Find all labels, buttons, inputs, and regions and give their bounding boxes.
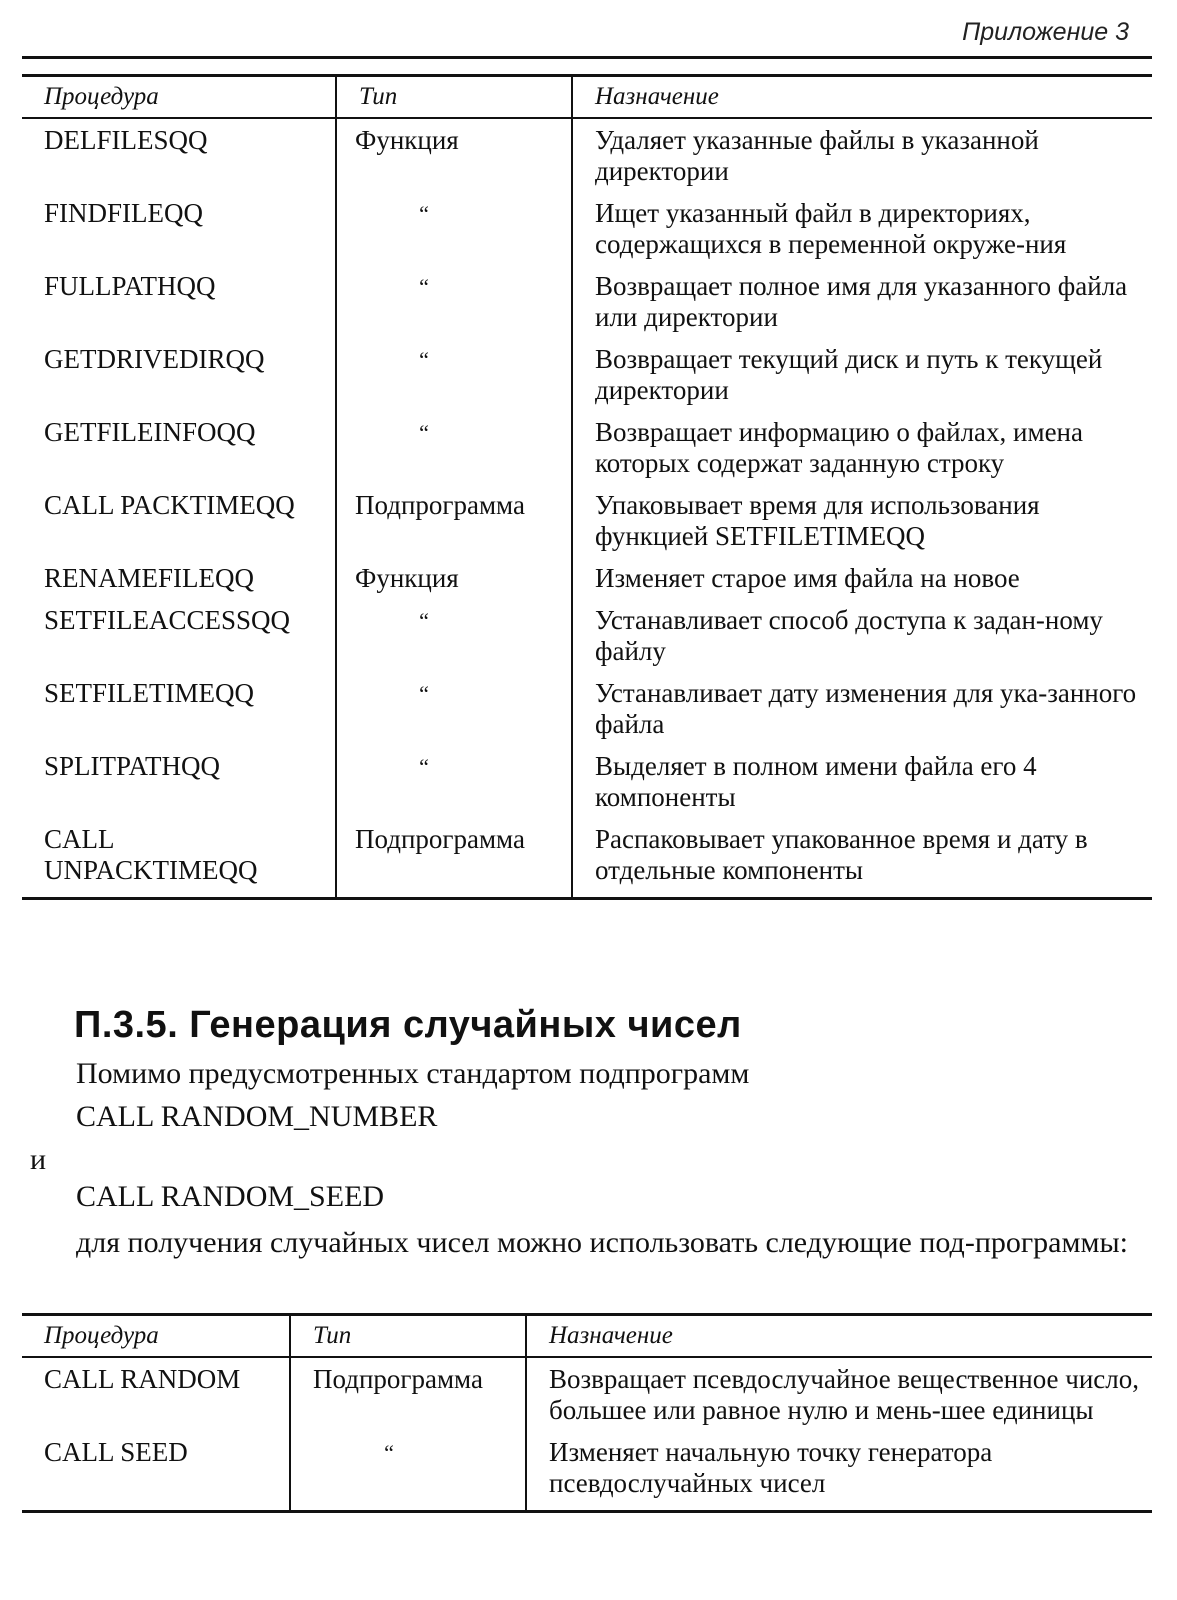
table-row (22, 417, 1152, 490)
column-header-purpose: Назначение (572, 76, 1152, 119)
cell-purpose: Удаляет указанные файлы в указанной директории (572, 118, 1152, 198)
table-row (22, 1357, 1152, 1437)
cell-type: Функция (336, 118, 572, 198)
cell-purpose: Распаковывает упакованное время и дату в отдельные компоненты (572, 824, 1152, 899)
code-line-random-seed: CALL RANDOM_SEED (76, 1180, 385, 1213)
section-heading: П.3.5. Генерация случайных чисел (74, 1004, 742, 1046)
cell-type: Функция (336, 563, 572, 605)
cell-type-ditto: “ (336, 417, 572, 490)
header-rule (22, 56, 1152, 59)
cell-purpose: Упаковывает время для использования функцией SETFILETIMEQQ (572, 490, 1152, 563)
file-procedures-table (22, 74, 1152, 900)
cell-procedure: CALL SEED (44, 1437, 188, 1467)
cell-purpose: Возвращает текущий диск и путь к текущей директории (572, 344, 1152, 417)
code-line-random-number: CALL RANDOM_NUMBER (76, 1100, 438, 1133)
table-row (22, 678, 1152, 751)
cell-purpose: Возвращает псевдослучайное вещественное число, большее или равное нулю и мень-шее единицы (526, 1357, 1152, 1437)
column-header-type: Тип (336, 76, 572, 119)
cell-type: Подпрограмма (290, 1357, 526, 1437)
cell-purpose: Изменяет начальную точку генератора псевдослучайных чисел (526, 1437, 1152, 1512)
cell-purpose: Изменяет старое имя файла на новое (572, 563, 1152, 605)
cell-purpose: Ищет указанный файл в директориях, содержащихся в переменной окруже-ния (572, 198, 1152, 271)
table-row (22, 198, 1152, 271)
cell-procedure: GETFILEINFOQQ (44, 417, 256, 447)
cell-purpose: Возвращает информацию о файлах, имена которых содержат заданную строку (572, 417, 1152, 490)
cell-procedure: SETFILETIMEQQ (44, 678, 254, 708)
table-row (22, 490, 1152, 563)
column-header-type: Тип (290, 1315, 526, 1358)
cell-procedure: FULLPATHQQ (44, 271, 216, 301)
cell-type: Подпрограмма (336, 490, 572, 563)
running-head: Приложение 3 (962, 18, 1129, 46)
cell-procedure: SETFILEACCESSQQ (44, 605, 291, 635)
table-row (22, 563, 1152, 605)
cell-procedure: GETDRIVEDIRQQ (44, 344, 265, 374)
column-header-procedure: Процедура (22, 1315, 290, 1358)
cell-purpose: Устанавливает способ доступа к задан-ному файлу (572, 605, 1152, 678)
table-row (22, 751, 1152, 824)
table-row (22, 118, 1152, 198)
cell-procedure: DELFILESQQ (44, 125, 208, 155)
table-header-row (22, 76, 1152, 119)
cell-type-ditto: “ (336, 678, 572, 751)
cell-purpose: Выделяет в полном имени файла его 4 компоненты (572, 751, 1152, 824)
table-row (22, 344, 1152, 417)
cell-procedure: SPLITPATHQQ (44, 751, 221, 781)
cell-procedure: CALL RANDOM (44, 1364, 241, 1394)
cell-procedure: CALL UNPACKTIMEQQ (44, 824, 258, 885)
cell-type-ditto: “ (336, 344, 572, 417)
column-header-purpose: Назначение (526, 1315, 1152, 1358)
cell-procedure: FINDFILEQQ (44, 198, 203, 228)
cell-type-ditto: “ (336, 271, 572, 344)
cell-type-ditto: “ (336, 605, 572, 678)
table-row (22, 824, 1152, 899)
cell-purpose: Возвращает полное имя для указанного файла или директории (572, 271, 1152, 344)
table-header-row (22, 1315, 1152, 1358)
cell-type-ditto: “ (290, 1437, 526, 1512)
lead-in-paragraph: для получения случайных чисел можно использовать следующие под-программы: (76, 1226, 1128, 1259)
cell-type-ditto: “ (336, 751, 572, 824)
cell-procedure: CALL PACKTIMEQQ (44, 490, 295, 520)
conjunction-line: и (30, 1143, 47, 1176)
cell-type-ditto: “ (336, 198, 572, 271)
cell-type: Подпрограмма (336, 824, 572, 899)
cell-purpose: Устанавливает дату изменения для ука-занного файла (572, 678, 1152, 751)
intro-paragraph: Помимо предусмотренных стандартом подпрограмм (76, 1057, 750, 1090)
table-row (22, 605, 1152, 678)
table-row (22, 271, 1152, 344)
cell-procedure: RENAMEFILEQQ (44, 563, 254, 593)
column-header-procedure: Процедура (22, 76, 336, 119)
table-row (22, 1437, 1152, 1512)
random-procedures-table (22, 1313, 1152, 1513)
